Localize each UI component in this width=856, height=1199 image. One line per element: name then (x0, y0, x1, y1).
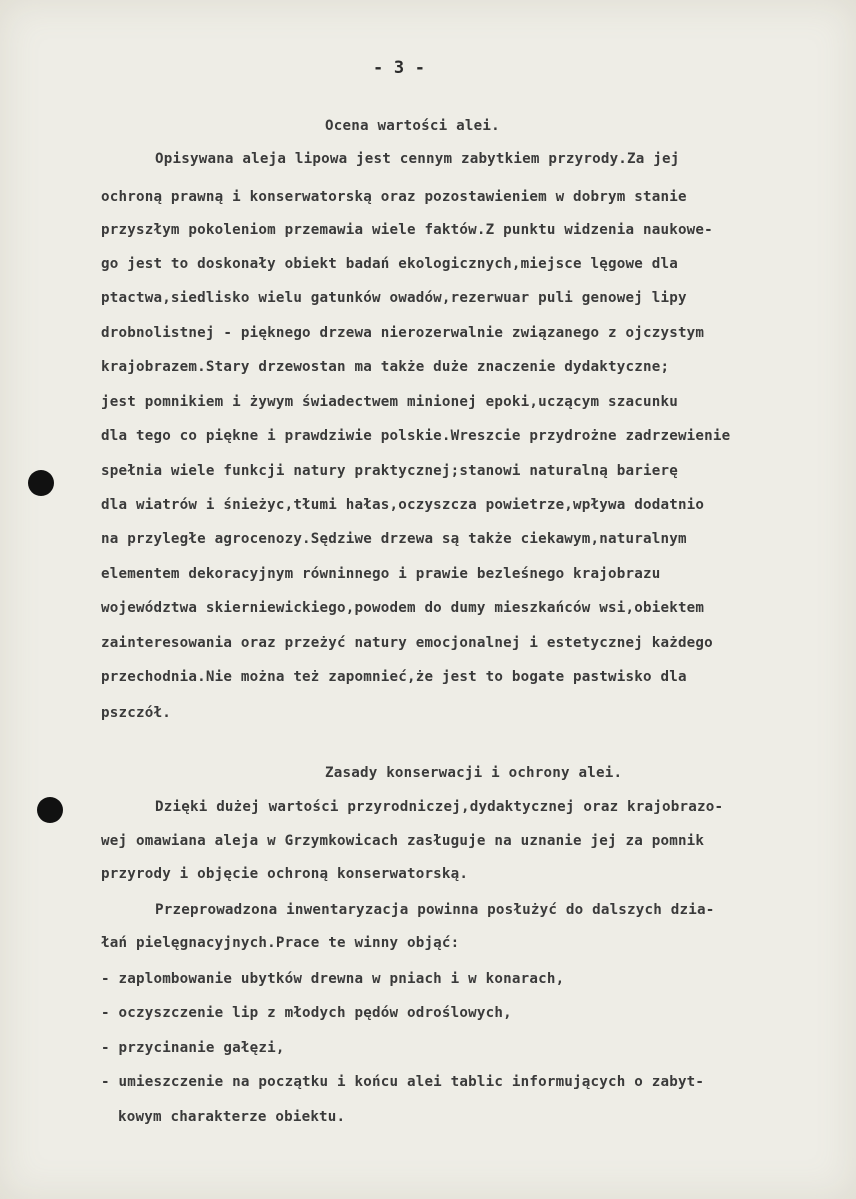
text-line: wej omawiana aleja w Grzymkowicach zasługuje na uznanie jej za pomnik (101, 833, 705, 849)
text-line: drobnolistnej - pięknego drzewa nierozerwalnie związanego z ojczystym (101, 325, 705, 341)
text-line: na przyległe agrocenozy.Sędziwe drzewa są także ciekawym,naturalnym (101, 531, 687, 547)
text-line: przyrody i objęcie ochroną konserwatorską. (101, 866, 469, 882)
list-item: - oczyszczenie lip z młodych pędów odroślowych, (101, 1005, 512, 1021)
list-item: - zaplombowanie ubytków drewna w pniach i w konarach, (101, 971, 565, 987)
punch-hole-bottom (37, 797, 63, 823)
text-line: ochroną prawną i konserwatorską oraz pozostawieniem w dobrym stanie (101, 189, 687, 205)
list-item: - przycinanie gałęzi, (101, 1040, 285, 1056)
text-line: Opisywana aleja lipowa jest cennym zabytkiem przyrody.Za jej (155, 151, 680, 167)
text-line: jest pomnikiem i żywym świadectwem minionej epoki,uczącym szacunku (101, 394, 678, 410)
text-line: dla wiatrów i śnieżyc,tłumi hałas,oczyszcza powietrze,wpływa dodatnio (101, 497, 705, 513)
text-line: elementem dekoracyjnym równinnego i prawie bezleśnego krajobrazu (101, 566, 661, 582)
section-heading-value-assessment: Ocena wartości alei. (325, 118, 500, 134)
page-number: - 3 - (373, 58, 426, 78)
section-heading-conservation-rules: Zasady konserwacji i ochrony alei. (325, 765, 623, 781)
text-line: go jest to doskonały obiekt badań ekologicznych,miejsce lęgowe dla (101, 256, 678, 272)
list-item-continuation: kowym charakterze obiektu. (118, 1109, 346, 1125)
text-line: spełnia wiele funkcji natury praktycznej;stanowi naturalną barierę (101, 463, 678, 479)
text-line: Dzięki dużej wartości przyrodniczej,dydaktycznej oraz krajobrazo- (155, 799, 724, 815)
text-line: zainteresowania oraz przeżyć natury emocjonalnej i estetycznej każdego (101, 635, 713, 651)
list-item: - umieszczenie na początku i końcu alei tablic informujących o zabyt- (101, 1074, 705, 1090)
text-line: Przeprowadzona inwentaryzacja powinna posłużyć do dalszych dzia- (155, 902, 715, 918)
text-line: pszczół. (101, 705, 171, 721)
text-line: przechodnia.Nie można też zapomnieć,że jest to bogate pastwisko dla (101, 669, 687, 685)
text-line: przyszłym pokoleniom przemawia wiele faktów.Z punktu widzenia naukowe- (101, 222, 713, 238)
punch-hole-top (28, 470, 54, 496)
text-line: ptactwa,siedlisko wielu gatunków owadów,rezerwuar puli genowej lipy (101, 290, 687, 306)
text-line: krajobrazem.Stary drzewostan ma także duże znaczenie dydaktyczne; (101, 359, 670, 375)
text-line: łań pielęgnacyjnych.Prace te winny objąć: (101, 935, 460, 951)
text-line: dla tego co piękne i prawdziwie polskie.Wreszcie przydrożne zadrzewienie (101, 428, 731, 444)
text-line: województwa skierniewickiego,powodem do dumy mieszkańców wsi,obiektem (101, 600, 705, 616)
